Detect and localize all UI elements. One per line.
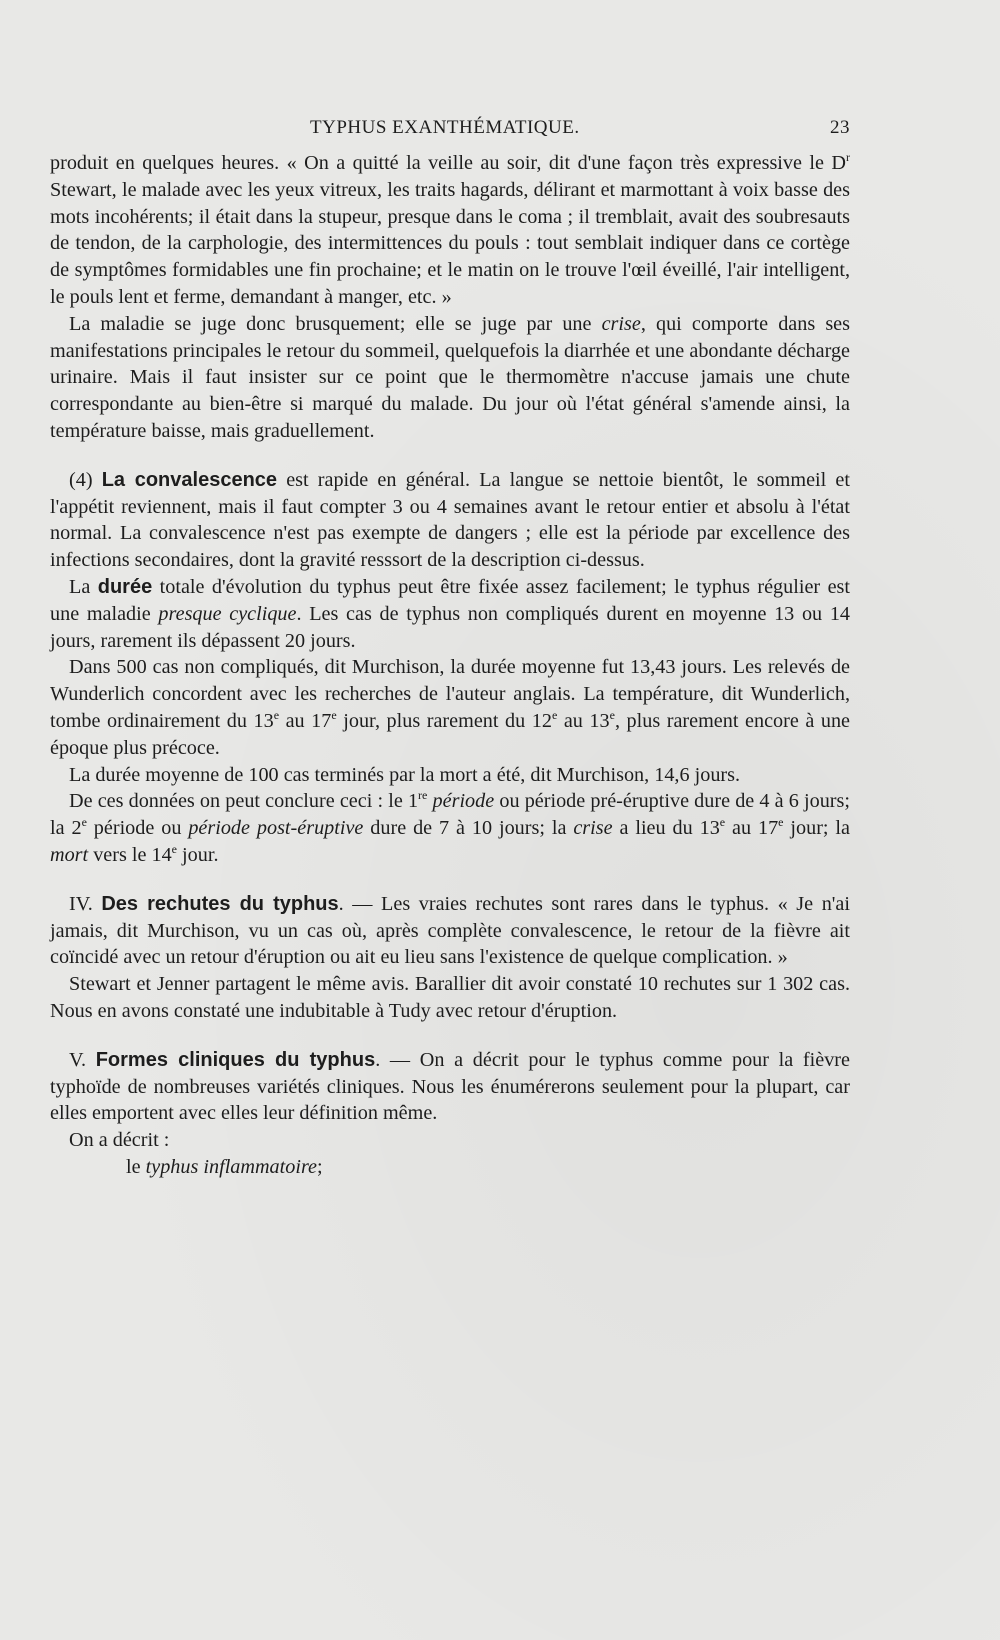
- text-run: le: [126, 1155, 146, 1178]
- paragraph-crise: [50, 311, 850, 445]
- page-header: [50, 117, 850, 143]
- paragraph-conclusion: [50, 788, 850, 868]
- superscript: e: [609, 707, 615, 722]
- italic-term: crise: [573, 817, 613, 840]
- section-number: V.: [69, 1048, 96, 1071]
- paragraph-duree-mort: [50, 762, 850, 789]
- text-run: Stewart et Jenner partagent le même avis. Barallier dit avoir constaté 10 rechutes sur 1 302 cas. Nous en avons constaté une indubitable à Tudy avec retour d'éruption.: [50, 973, 850, 1022]
- text-run: jour, plus rarement du 12: [336, 709, 552, 732]
- text-run: au 13: [557, 709, 610, 732]
- superscript: e: [551, 707, 558, 722]
- text-run: jour; la: [783, 817, 850, 840]
- superscript: e: [81, 815, 87, 830]
- paragraph-on-a-decrit: [50, 1127, 850, 1154]
- italic-term: mort: [50, 843, 89, 866]
- text-run: , qui comporte dans ses manifestations principales le retour du sommeil, quelquefois la diarrhée et une abondante décharge urinaire. Mais il faut insister sur ce point que le thermomètre n'accuse jamais une chute correspondante au bien-être si marqué du malade. Du jour où l'état général s'amende ainsi, la température baisse, mais graduellement.: [50, 312, 850, 442]
- text-run: De ces données on peut conclure ceci : le 1: [69, 790, 419, 813]
- superscript: e: [171, 841, 177, 856]
- text-run: a lieu du 13: [612, 817, 720, 840]
- page-number: 23: [830, 117, 850, 138]
- section-formes-cliniques: [50, 1047, 850, 1127]
- page-body: [50, 150, 850, 1181]
- superscript: re: [418, 788, 428, 803]
- text-run: produit en quelques heures. « On a quitté la veille au soir, dit d'une façon très expressive le D: [50, 152, 846, 174]
- text-run: totale d'évolution du typhus peut être fixée assez facilement; le typhus régulier est une maladie: [50, 575, 851, 625]
- text-run: dure de 7 à 10 jours; la: [363, 817, 574, 840]
- superscript: r: [846, 150, 850, 164]
- text-run: . — On a décrit pour le typhus comme pour la fièvre typhoïde de nombreuses variétés cliniques. Nous les énumérerons seulement pour la plupart, car elles emportent avec elles leur définition même.: [50, 1048, 850, 1125]
- italic-term: période post-éruptive: [188, 817, 364, 840]
- item-number: (4): [69, 468, 102, 491]
- text-run: Dans 500 cas non compliqués, dit Murchison, la durée moyenne fut 13,43 jours. Les relevés de Wunderlich concordent avec les recherches de l'auteur anglais. La température, dit Wunderlich, tombe ordinairement du 13: [50, 656, 850, 732]
- text-run: ou période pré-éruptive dure de 4 à 6 jours; la 2: [50, 790, 850, 840]
- paragraph-convalescence: [50, 467, 850, 574]
- text-run: Stewart, le malade avec les yeux vitreux, les traits hagards, délirant et marmottant à voix basse des mots incohérents; il était dans la stupeur, presque dans le coma ; il tremblait, avait des soubresauts de tendon, de la carphologie, des intermittences du pouls : tout semblait indiquer dans ce cortège de symptômes formidables une fin prochaine; et le matin on le trouve l'œil éveillé, l'air intelligent, le pouls lent et ferme, demandant à manger, etc. »: [50, 178, 850, 308]
- section-heading-convalescence: La convalescence: [101, 468, 278, 491]
- section-heading-rechutes: Des rechutes du typhus: [101, 892, 339, 915]
- section-number: IV.: [69, 892, 102, 915]
- text-run: . Les cas de typhus non compliqués durent en moyenne 13 ou 14 jours, rarement ils dépassent 20 jours.: [50, 602, 851, 652]
- section-rechutes: [50, 891, 850, 971]
- paragraph-stewart-quote: [50, 150, 850, 311]
- text-run: La: [69, 575, 98, 598]
- paragraph-stewart-jenner: [50, 971, 850, 1025]
- italic-term: période: [432, 790, 495, 813]
- paragraph-murchison-500: [50, 654, 850, 761]
- text-run: est rapide en général. La langue se nettoie bientôt, le sommeil et l'appétit reviennent, mais il faut compter 3 ou 4 semaines avant le retour entier et absolu à l'état normal. La convalescence n'est pas exempte de dangers ; elle est la période par excellence des infections secondaires, dont la gravité resssort de la description ci-dessus.: [50, 468, 850, 572]
- text-run: La maladie se juge donc brusquement; elle se juge par une: [69, 312, 602, 335]
- bold-term: durée: [97, 575, 153, 598]
- running-title: TYPHUS EXANTHÉMATIQUE.: [310, 117, 580, 138]
- section-heading-formes: Formes cliniques du typhus: [95, 1048, 376, 1071]
- text-run: jour.: [177, 843, 219, 866]
- text-run: . — Les vraies rechutes sont rares dans le typhus. « Je n'ai jamais, dit Murchison, vu un cas où, après complète convalescence, le retour de la fièvre ait coïncidé avec un retour d'éruption ou ait eu lieu sans l'existence de quelque complication. »: [50, 892, 851, 969]
- superscript: e: [331, 707, 337, 722]
- text-run: période ou: [86, 817, 189, 840]
- italic-term: typhus inflammatoire: [145, 1155, 318, 1178]
- superscript: e: [719, 815, 726, 830]
- text-run: ;: [317, 1155, 323, 1178]
- text-run: au 17: [279, 709, 332, 732]
- italic-term: crise: [601, 312, 641, 335]
- superscript: e: [778, 815, 784, 830]
- text-run: vers le 14: [88, 843, 172, 866]
- text-run: La durée moyenne de 100 cas terminés par la mort a été, dit Murchison, 14,6 jours.: [69, 763, 741, 786]
- list-item: [50, 1154, 850, 1181]
- text-run: On a décrit :: [69, 1129, 170, 1152]
- text-run: au 17: [725, 817, 779, 840]
- text-run: , plus rarement encore à une époque plus précoce.: [50, 709, 851, 759]
- superscript: e: [273, 707, 280, 722]
- paragraph-duree: [50, 574, 850, 654]
- italic-term: presque cyclique: [158, 602, 297, 625]
